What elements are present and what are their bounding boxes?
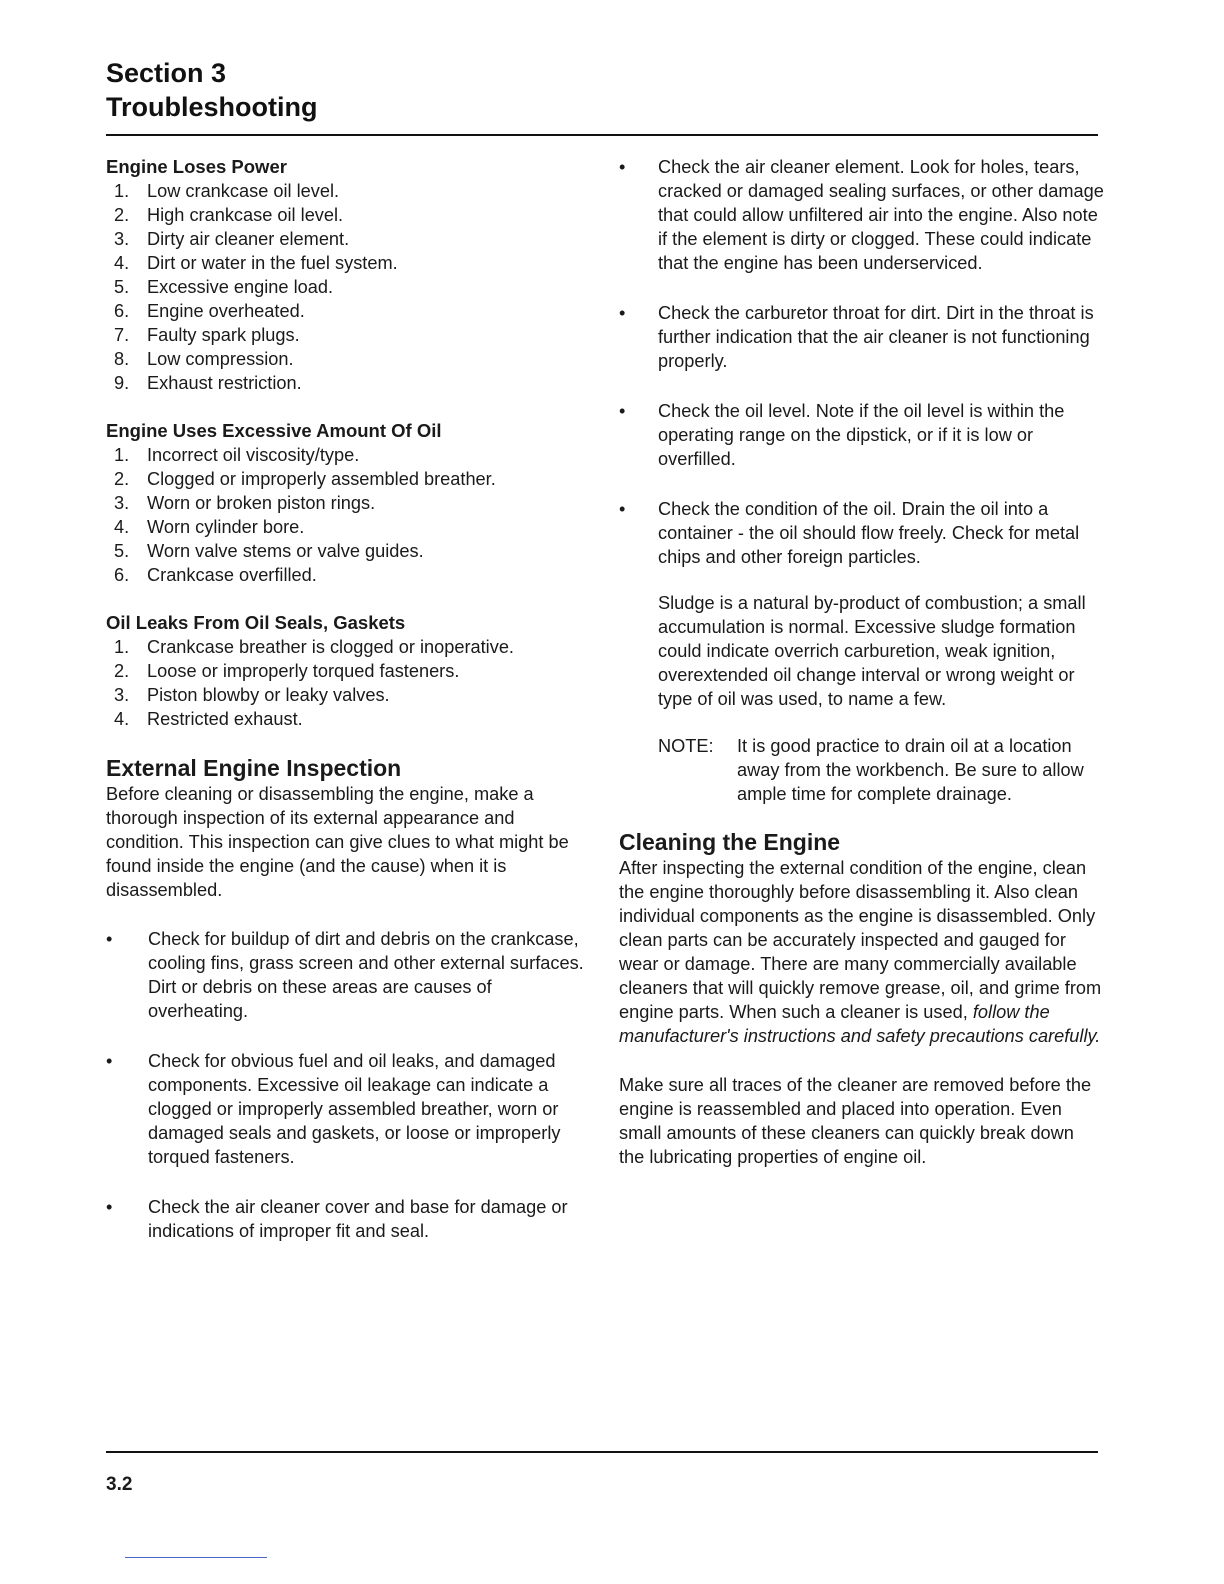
bullet-glyph: • xyxy=(106,1197,113,1217)
bullet-item: • Check the oil level. Note if the oil level is within the operating range on the dipstick, or if it is low or overfilled. xyxy=(619,401,1065,469)
bullet-glyph: • xyxy=(106,929,113,949)
list-item: 3. Piston blowby or leaky valves. xyxy=(114,685,390,705)
list-item: 3. Dirty air cleaner element. xyxy=(114,229,350,249)
cleaning-caution: follow the manufacturer's instructions and safety precautions carefully. xyxy=(619,1002,1101,1046)
bullet-item: • Check the air cleaner cover and base for damage or indications of improper fit and seal. xyxy=(106,1197,568,1241)
list-item: 7. Faulty spark plugs. xyxy=(114,325,300,345)
list-item: 4. Dirt or water in the fuel system. xyxy=(114,253,398,273)
external-inspection-heading: External Engine Inspection xyxy=(106,755,402,781)
bullet-glyph: • xyxy=(619,303,626,323)
excessive-oil-block xyxy=(106,419,586,587)
engine-loses-power-block xyxy=(106,155,586,395)
list-item: 5. Excessive engine load. xyxy=(114,277,334,297)
oil-leaks-block xyxy=(106,611,586,731)
engine-loses-power-list xyxy=(106,179,586,395)
sludge-paragraph: Sludge is a natural by-product of combustion; a small accumulation is normal. Excessive sludge formation could indicate overrich carburetion, weak ignition, overextended oil change interval or wrong weight or type of oil was used, to name a few. xyxy=(658,593,1086,709)
right-column xyxy=(619,155,1104,1169)
list-item: 2. High crankcase oil level. xyxy=(114,205,344,225)
left-column xyxy=(106,155,586,1243)
section-title: Troubleshooting xyxy=(106,92,318,122)
excessive-oil-heading: Engine Uses Excessive Amount Of Oil xyxy=(106,420,442,441)
list-item: 2. Loose or improperly torqued fasteners. xyxy=(114,661,460,681)
bullet-glyph: • xyxy=(619,157,626,177)
excessive-oil-list xyxy=(106,443,586,587)
list-item: 1. Crankcase breather is clogged or inoperative. xyxy=(114,637,514,657)
oil-leaks-heading: Oil Leaks From Oil Seals, Gaskets xyxy=(106,612,406,633)
page-number: 3.2 xyxy=(106,1474,133,1495)
list-item: 9. Exhaust restriction. xyxy=(114,373,302,393)
list-item: 6. Crankcase overfilled. xyxy=(114,565,317,585)
list-item: 1. Low crankcase oil level. xyxy=(114,181,340,201)
section-number: Section 3 xyxy=(106,58,227,88)
cleaning-paragraph-2: Make sure all traces of the cleaner are removed before the engine is reassembled and placed into operation. Even small amounts of these cleaners can quickly break down the lubricating properties of engine oil. xyxy=(619,1075,1092,1167)
bullet-glyph: • xyxy=(619,499,626,519)
bullet-item: • Check the condition of the oil. Drain the oil into a container - the oil should flow freely. Check for metal chips and other foreign particles. xyxy=(619,499,1080,567)
list-item: 1. Incorrect oil viscosity/type. xyxy=(114,445,360,465)
engine-loses-power-heading: Engine Loses Power xyxy=(106,156,287,177)
list-item: 4. Restricted exhaust. xyxy=(114,709,303,729)
external-inspection-intro: Before cleaning or disassembling the engine, make a thorough inspection of its external appearance and condition. This inspection can give clues to what might be found inside the engine (and the cause) when it is disassembled. xyxy=(106,784,569,900)
header-rule xyxy=(106,134,1098,136)
list-item: 4. Worn cylinder bore. xyxy=(114,517,305,537)
cleaning-heading: Cleaning the Engine xyxy=(619,829,841,855)
note-text: It is good practice to drain oil at a location away from the workbench. Be sure to allow ample time for complete drainage. xyxy=(737,736,1084,804)
footer-rule xyxy=(106,1451,1098,1453)
list-item: 5. Worn valve stems or valve guides. xyxy=(114,541,424,561)
bullet-item: • Check for obvious fuel and oil leaks, and damaged components. Excessive oil leakage can indicate a clogged or improperly assembled breather, worn or damaged seals and gaskets, or loose or improperly torqued fasteners. xyxy=(106,1051,561,1167)
note-label: NOTE: xyxy=(658,736,714,756)
bullet-item: • Check the carburetor throat for dirt. Dirt in the throat is further indication that the air cleaner is not functioning properly. xyxy=(619,303,1094,371)
bullet-glyph: • xyxy=(106,1051,113,1071)
bullet-glyph: • xyxy=(619,401,626,421)
note-block xyxy=(619,734,1104,806)
list-item: 2. Clogged or improperly assembled breather. xyxy=(114,469,496,489)
bullet-item: • Check for buildup of dirt and debris on the crankcase, cooling fins, grass screen and other external surfaces. Dirt or debris on these areas are causes of overheating. xyxy=(106,929,584,1021)
page-header xyxy=(106,56,317,124)
list-item: 3. Worn or broken piston rings. xyxy=(114,493,376,513)
list-item: 6. Engine overheated. xyxy=(114,301,305,321)
cleaning-paragraph-1: After inspecting the external condition of the engine, clean the engine thoroughly before disassembling it. Also clean individual components as the engine is disassembled. Only clean parts can be accurately inspected and gauged for wear or damage. There are many commercially available cleaners that will quickly remove grease, oil, and grime from engine parts. When such a cleaner is used, follow the manufacturer's instructions and safety precautions carefully. xyxy=(619,858,1102,1046)
list-item: 8. Low compression. xyxy=(114,349,294,369)
bullet-item: • Check the air cleaner element. Look for holes, tears, cracked or damaged sealing surfaces, or other damage that could allow unfiltered air into the engine. Also note if the element is dirty or clogged. These could indicate that the engine has been underserviced. xyxy=(619,157,1104,273)
oil-leaks-list xyxy=(106,635,586,731)
scan-mark-line xyxy=(125,1557,267,1558)
